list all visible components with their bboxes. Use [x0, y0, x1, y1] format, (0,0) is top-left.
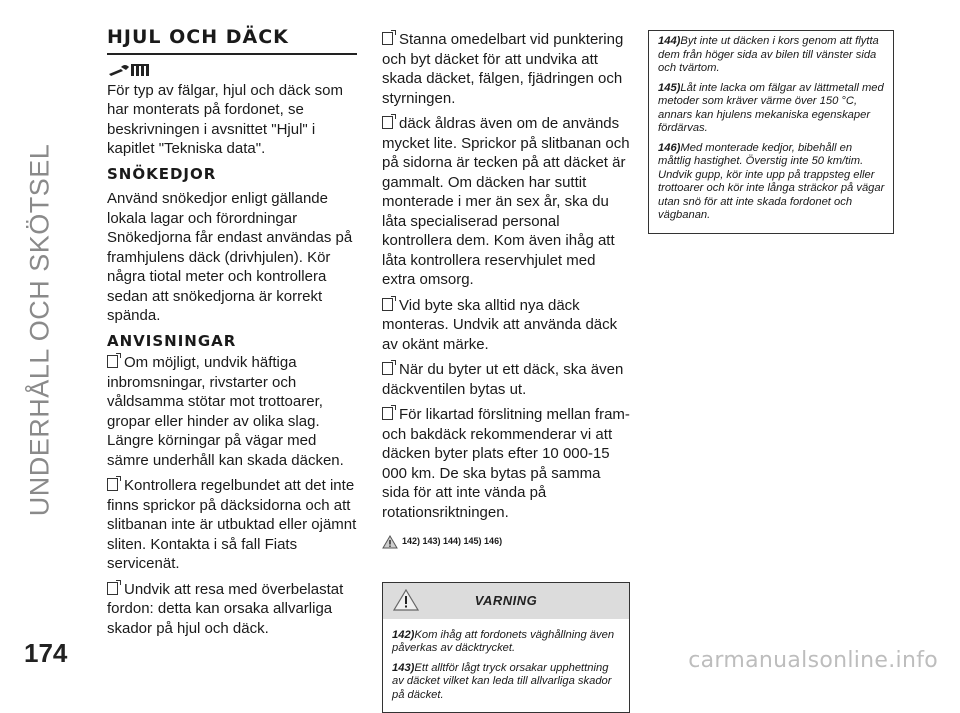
- warning-header: [383, 583, 629, 619]
- column-1: [107, 28, 357, 644]
- warning-note: 146)Med monterade kedjor, bibehåll en måttlig hastighet. Överstig inte 50 km/tim. Undvik gupp, kör inte upp på trappsteg eller trottoarer och kör inte långa sträckor på vägar utan snö för att inte skada fordonet och vägbanan.: [658, 142, 885, 223]
- list-item: Stanna omedelbart vid punktering och byt däcket för att undvika att skada däcket, fälgen, fjädringen och styrningen.: [382, 30, 630, 108]
- checkbox-bullet-icon: [107, 355, 118, 368]
- page-number: 174: [24, 638, 67, 669]
- warning-note: 143)Ett alltför lågt tryck orsakar upphettning av däcket vilket kan leda till allvarliga skador på däcket.: [392, 662, 621, 703]
- snow-chains-heading: SNÖKEDJOR: [107, 165, 357, 185]
- checkbox-bullet-icon: [107, 582, 118, 595]
- warning-note: 145)Låt inte lacka om fälgar av lättmetall med metoder som kräver värme över 150 °C, annars kan hjulens mekaniska egenskaper fördärvas.: [658, 82, 885, 136]
- warning-box: [382, 582, 630, 713]
- checkbox-bullet-icon: [382, 32, 393, 45]
- chapter-title-text: UNDERHÅLL OCH SKÖTSEL: [25, 144, 56, 517]
- column-2: [382, 30, 630, 713]
- advice-heading: ANVISNINGAR: [107, 332, 357, 352]
- warning-title: VARNING: [475, 591, 537, 611]
- checkbox-bullet-icon: [382, 362, 393, 375]
- list-item: Undvik att resa med överbelastat fordon: detta kan orsaka allvarliga skador på hjul och däck.: [107, 580, 357, 639]
- list-item: När du byter ut ett däck, ska även däckventilen bytas ut.: [382, 360, 630, 399]
- warning-triangle-icon: [382, 535, 398, 549]
- checkbox-bullet-icon: [382, 116, 393, 129]
- warning-body: [383, 619, 629, 713]
- list-item: För likartad förslitning mellan fram- och bakdäck rekommenderar vi att däcken byter plats efter 10 000-15 000 km. De ska bytas på samma sida för att inte vända på rotationsriktningen.: [382, 405, 630, 522]
- list-item: Kontrollera regelbundet att det inte finns sprickor på däcksidorna och att slitbanan inte är utbuktad eller ojämnt sliten. Kontakta i så fall Fiats servicenät.: [107, 476, 357, 574]
- checkbox-bullet-icon: [382, 407, 393, 420]
- warning-reference-numbers: 142) 143) 144) 145) 146): [402, 532, 502, 552]
- list-item: Vid byte ska alltid nya däck monteras. Undvik att använda däck av okänt märke.: [382, 296, 630, 355]
- checkbox-bullet-icon: [382, 298, 393, 311]
- warning-note: 144)Byt inte ut däcken i kors genom att flytta dem från höger sida av bilen till vänster sida och tvärtom.: [658, 35, 885, 76]
- list-item: däck åldras även om de används mycket lite. Sprickor på slitbanan och på sidorna är tecken på att däcket är gammalt. Om däcken har suttit monterade i mer än sex år, ska du låta specialiserad personal kontrollera dem. Kom även ihåg att låta kontrollera reservhjulet med extra omsorg.: [382, 114, 630, 290]
- warning-references: [382, 532, 630, 552]
- intro-paragraph: För typ av fälgar, hjul och däck som har monterats på fordonet, se beskrivningen i avsnittet "Hjul" i kapitlet "Tekniska data".: [107, 81, 357, 159]
- watermark-text: carmanualsonline.info: [688, 648, 938, 673]
- list-item: Om möjligt, undvik häftiga inbromsningar, rivstarter och våldsamma stötar mot trottoarer, gropar eller hinder av olika slag. Längre körningar på vägar med sämre underhåll kan skada däcken.: [107, 353, 357, 470]
- warning-continuation-box: [648, 30, 894, 234]
- warning-note: 142)Kom ihåg att fordonets väghållning även påverkas av däcktrycket.: [392, 629, 621, 656]
- wrench-tools-icon: [107, 61, 151, 79]
- warning-triangle-icon: [393, 589, 419, 611]
- section-heading: HJUL OCH DÄCK: [107, 28, 357, 55]
- checkbox-bullet-icon: [107, 478, 118, 491]
- snow-chains-paragraph: Använd snökedjor enligt gällande lokala lagar och förordningar Snökedjorna får endast användas på framhjulens däck (drivhjulen). Kör några tiotal meter och kontrollera sedan att snökedjorna är korrekt spända.: [107, 189, 357, 326]
- column-3: [648, 30, 894, 234]
